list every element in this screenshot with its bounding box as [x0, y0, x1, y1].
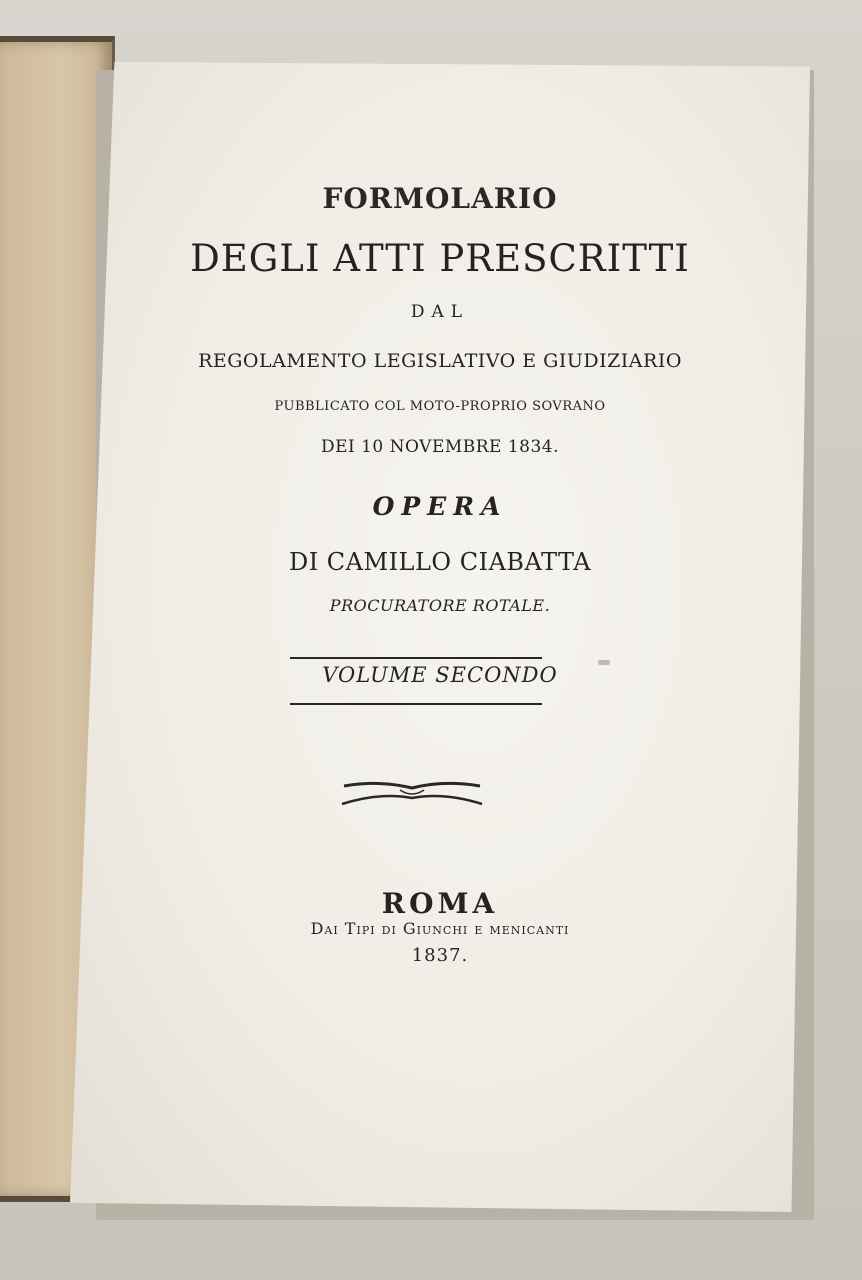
- book-title-line5: PUBBLICATO COL MOTO-PROPRIO SOVRANO: [274, 399, 606, 414]
- city-label: ROMA: [381, 887, 499, 920]
- author-name: DI CAMILLO CIABATTA: [288, 548, 592, 576]
- printer-label: Dai Tipi di Giunchi e menicanti: [310, 919, 570, 938]
- book-title-line4: REGOLAMENTO LEGISLATIVO E GIUDIZIARIO: [198, 350, 682, 372]
- author-title: PROCURATORE ROTALE.: [329, 596, 551, 615]
- volume-rule-bottom: [290, 703, 542, 705]
- title-page: [70, 62, 810, 1212]
- volume-rule-top: [290, 657, 542, 659]
- year-label: 1837.: [411, 945, 469, 966]
- volume-label: VOLUME SECONDO: [322, 663, 558, 687]
- book-title-line6: DEI 10 NOVEMBRE 1834.: [320, 437, 560, 457]
- paper-stain: [598, 660, 610, 665]
- book-title-line1: FORMOLARIO: [322, 182, 558, 215]
- ornament-divider-icon: [340, 776, 484, 812]
- opera-label: OPERA: [372, 492, 508, 521]
- book-title-line2: DEGLI ATTI PRESCRITTI: [190, 237, 690, 280]
- book-title-line3: DAL: [410, 302, 470, 322]
